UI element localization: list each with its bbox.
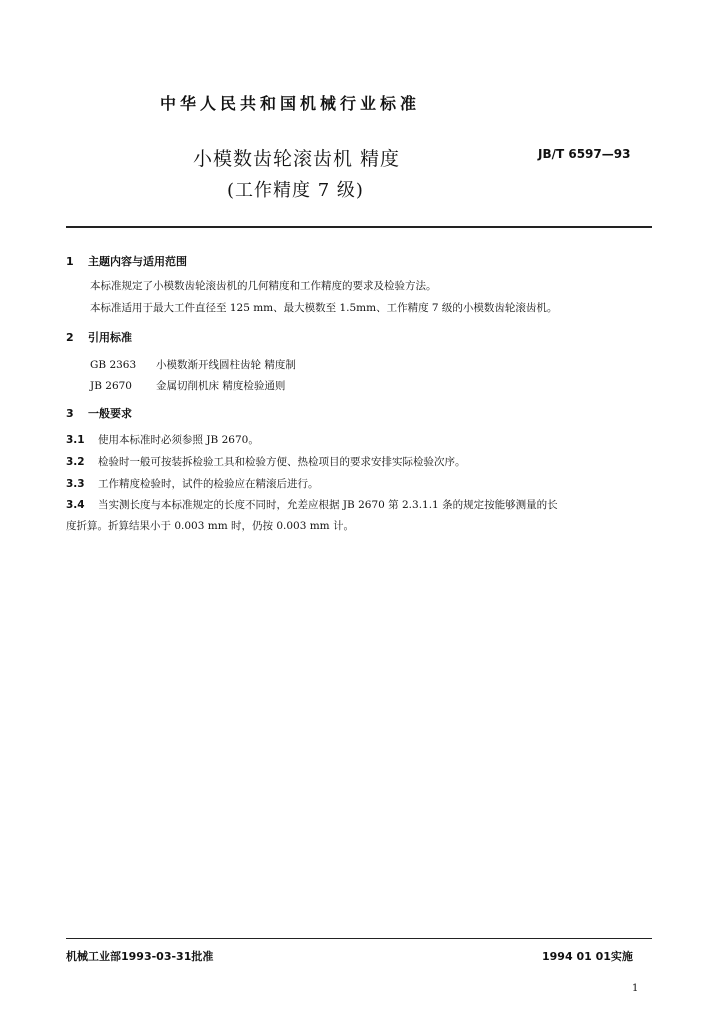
document-title: 小模数齿轮滚齿机 精度 — [193, 148, 401, 170]
clause-item — [66, 497, 558, 512]
reference-code: JB 2670 — [90, 380, 132, 392]
section-title: 引用标准 — [88, 331, 132, 344]
section-1-heading — [66, 253, 187, 269]
clause-text: 检验时一般可按装拆检验工具和检验方便、热检项目的要求安排实际检验次序。 — [98, 456, 466, 468]
section-number: 2 — [66, 331, 74, 344]
section-2-heading — [66, 329, 132, 345]
reference-title: 小模数渐开线圆柱齿轮 精度制 — [156, 359, 296, 371]
clause-item — [66, 454, 466, 469]
reference-code: GB 2363 — [90, 359, 137, 371]
reference-title: 金属切削机床 精度检验通则 — [156, 380, 286, 392]
section-number: 3 — [66, 407, 74, 420]
organization-heading: 中华人民共和国机械行业标准 — [160, 94, 421, 113]
clause-text: 当实测长度与本标准规定的长度不同时，允差应根据 JB 2670 第 2.3.1.1 条的规定按能够测量的长 — [98, 499, 558, 511]
reference-item — [90, 357, 296, 372]
footer-divider — [66, 938, 652, 939]
clause-item — [66, 432, 259, 447]
clause-continuation: 度折算。折算结果小于 0.003 mm 时，仍按 0.003 mm 计。 — [66, 520, 354, 532]
clause-number: 3.1 — [66, 434, 85, 446]
section-title: 一般要求 — [88, 407, 132, 420]
clause-item — [66, 476, 319, 491]
section-number: 1 — [66, 255, 74, 268]
reference-item — [90, 378, 285, 393]
section-3-heading — [66, 405, 132, 421]
section-title: 主题内容与适用范围 — [88, 255, 187, 268]
document-subtitle: (工作精度 7 级) — [227, 180, 364, 201]
clause-text: 使用本标准时必须参照 JB 2670。 — [98, 434, 259, 446]
clause-number: 3.2 — [66, 456, 85, 468]
clause-number: 3.3 — [66, 478, 85, 490]
implementation-date: 1994 01 01实施 — [542, 950, 633, 963]
paragraph-line: 本标准规定了小模数齿轮滚齿机的几何精度和工作精度的要求及检验方法。 — [90, 280, 437, 292]
standard-code: JB/T 6597—93 — [538, 147, 631, 161]
header-divider — [66, 226, 652, 228]
approval-date: 机械工业部1993-03-31批准 — [66, 950, 214, 963]
page-number: 1 — [632, 983, 639, 994]
clause-text: 工作精度检验时，试件的检验应在精滚后进行。 — [98, 478, 319, 490]
paragraph-line: 本标准适用于最大工件直径至 125 mm、最大模数至 1.5mm、工作精度 7 级的小模数齿轮滚齿机。 — [90, 302, 558, 314]
clause-number: 3.4 — [66, 499, 85, 511]
